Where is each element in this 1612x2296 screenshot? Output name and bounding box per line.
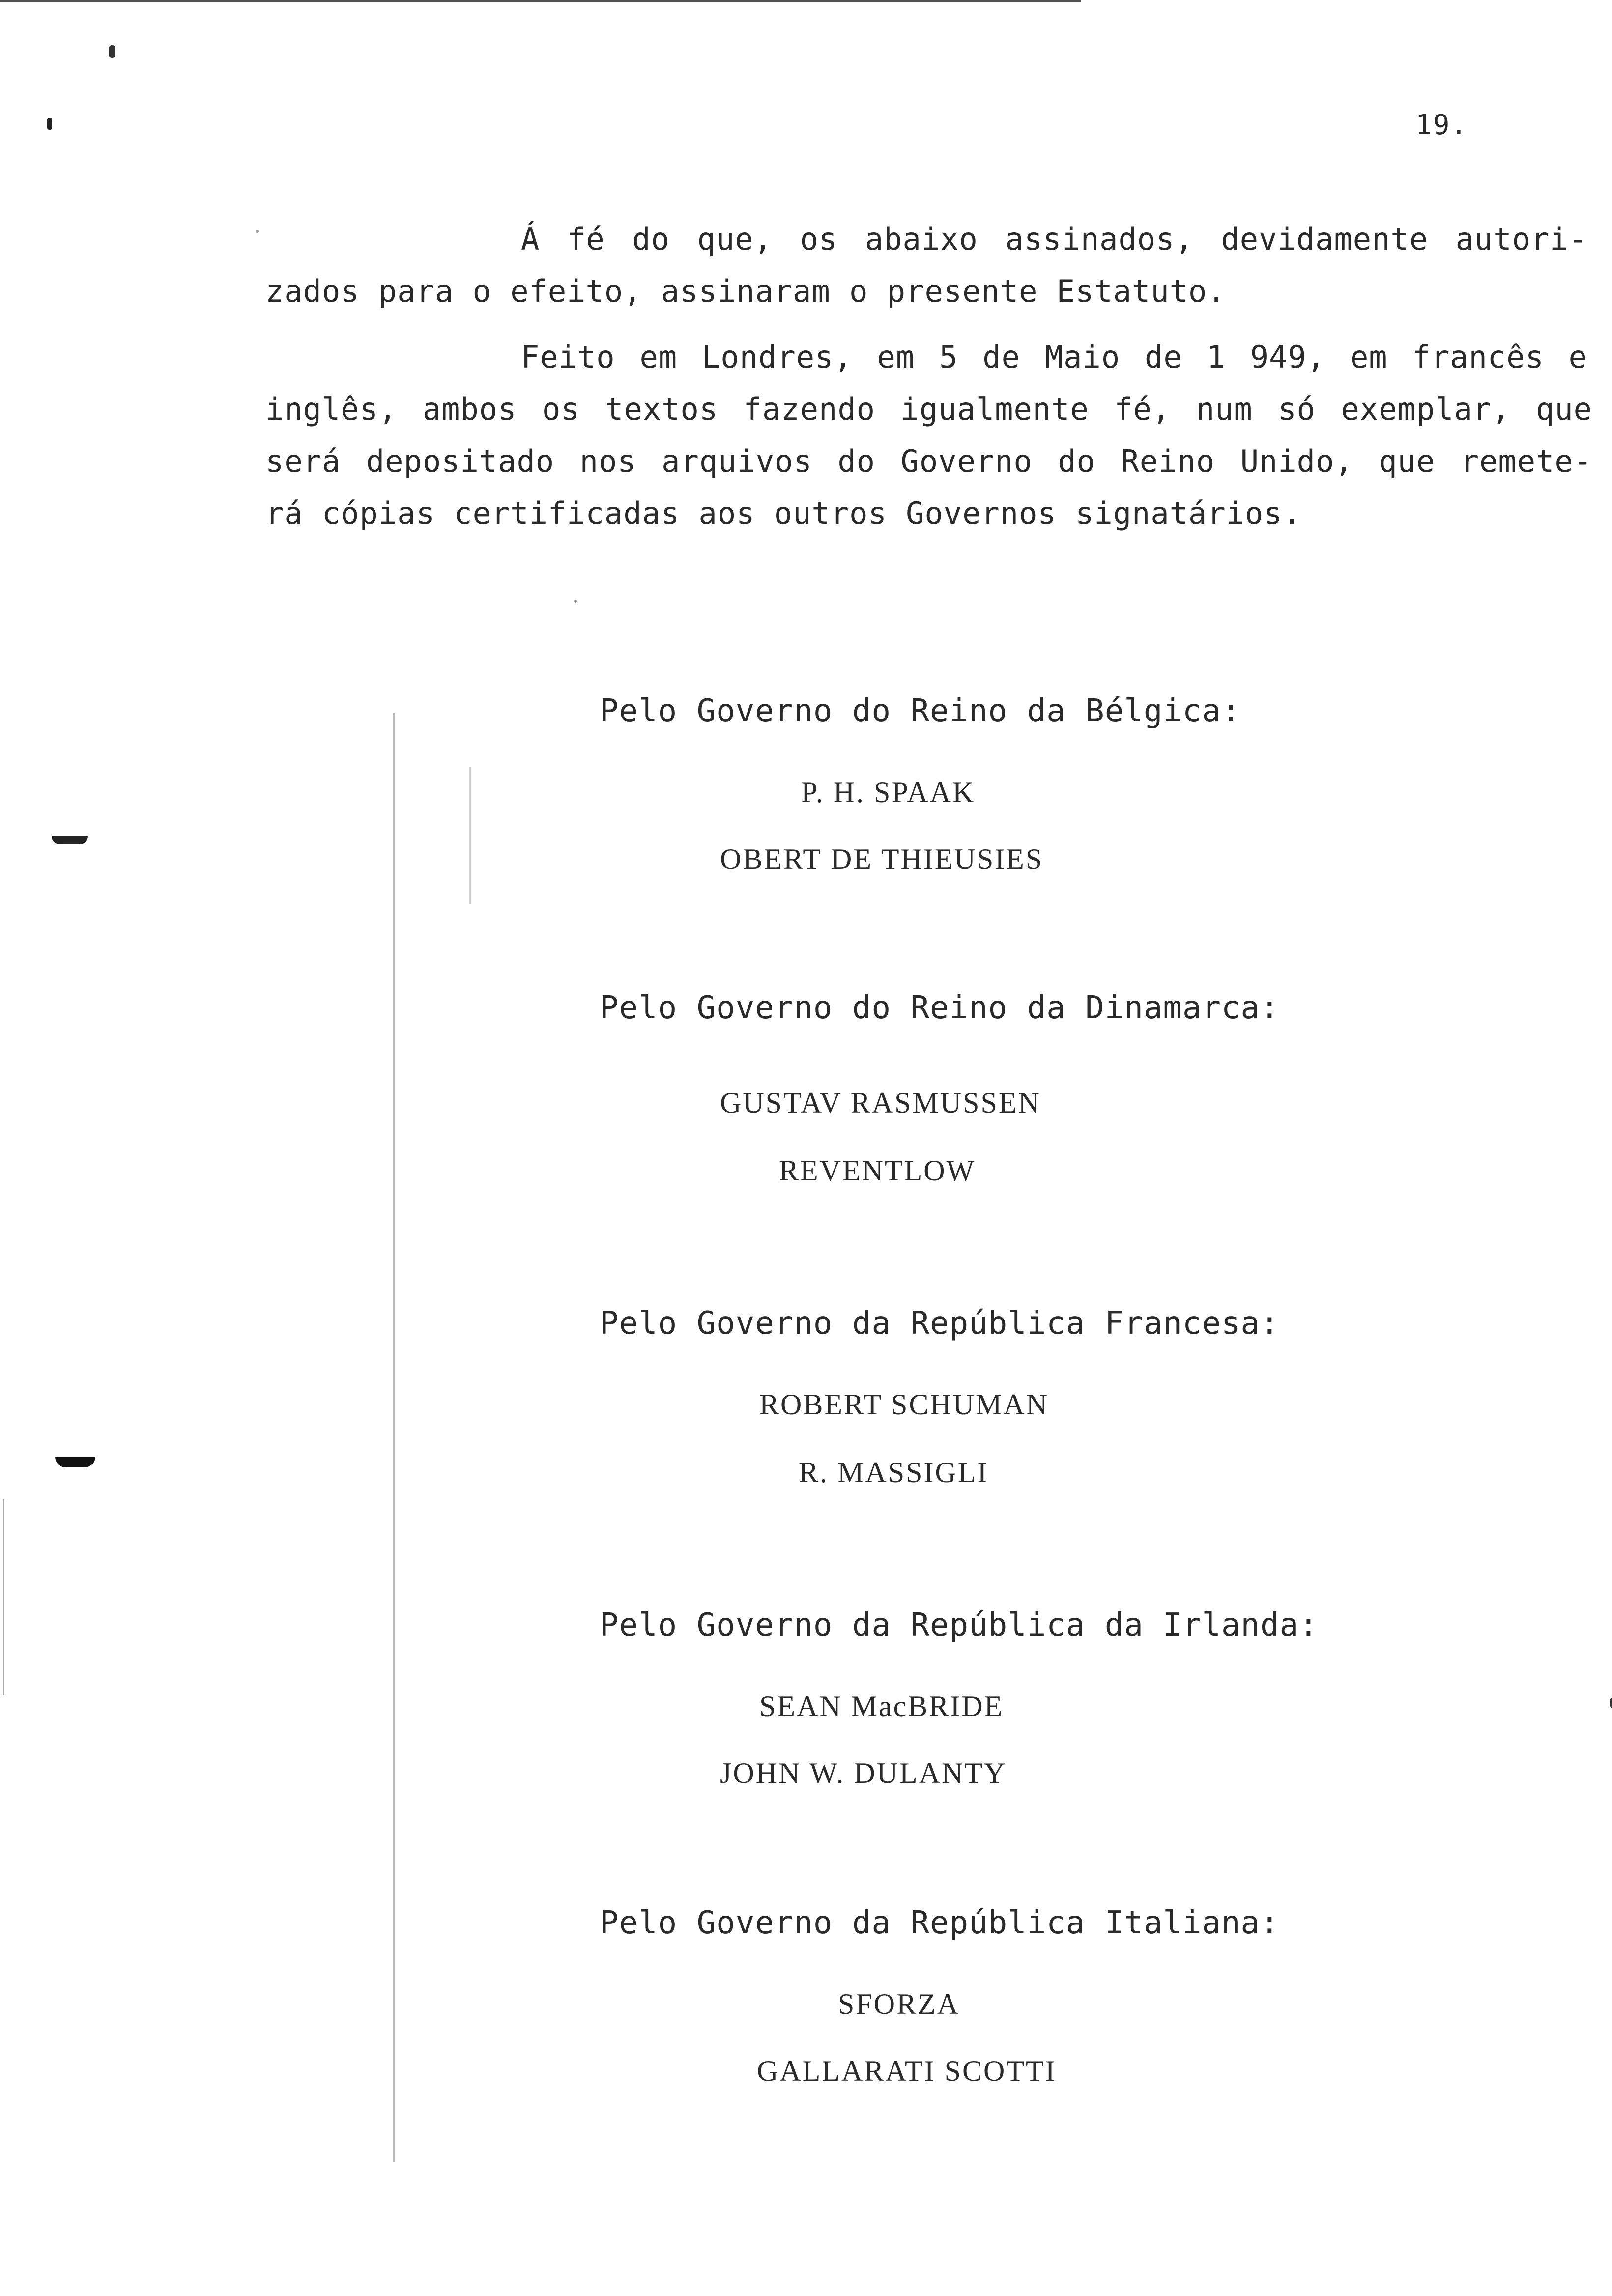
signature-name: P. H. SPAAK	[801, 776, 976, 808]
scan-speck	[256, 230, 259, 233]
signature-name: SFORZA	[838, 1988, 960, 2020]
scan-speck	[574, 600, 577, 603]
preamble-line: zados para o efeito, assinaram o presente Estatuto.	[265, 273, 1226, 309]
signature-name: R. MASSIGLI	[799, 1456, 989, 1489]
scan-speck	[109, 45, 115, 58]
scan-speck	[1610, 1698, 1612, 1708]
signature-name: OBERT DE THIEUSIES	[720, 843, 1044, 875]
signatory-heading-france: Pelo Governo da República Francesa:	[600, 1305, 1280, 1342]
closing-line: será depositado nos arquivos do Governo do Reino Unido, que remete-	[265, 443, 1592, 479]
closing-line: Feito em Londres, em 5 de Maio de 1 949, em francês e	[521, 339, 1587, 375]
signature-name: GALLARATI SCOTTI	[757, 2055, 1057, 2087]
signature-name: GUSTAV RASMUSSEN	[720, 1087, 1041, 1119]
signatory-heading-denmark: Pelo Governo do Reino da Dinamarca:	[600, 990, 1280, 1026]
scan-curve-mark	[55, 1457, 95, 1467]
signature-name: SEAN MacBRIDE	[759, 1690, 1004, 1722]
preamble-line: Á fé do que, os abaixo assinados, devidamente autori-	[521, 221, 1587, 257]
page-number: 19.	[1415, 109, 1468, 141]
closing-line: rá cópias certificadas aos outros Governos signatários.	[265, 495, 1301, 531]
signatory-heading-italy: Pelo Governo da República Italiana:	[600, 1905, 1280, 1941]
signatory-heading-belgium: Pelo Governo do Reino da Bélgica:	[600, 693, 1241, 729]
signatory-heading-ireland: Pelo Governo da República da Irlanda:	[600, 1607, 1319, 1643]
closing-line: inglês, ambos os textos fazendo igualmente fé, num só exemplar, que	[265, 391, 1592, 427]
scan-artifact-line	[469, 767, 471, 904]
signature-name: ROBERT SCHUMAN	[759, 1388, 1049, 1421]
signature-name: REVENTLOW	[779, 1154, 976, 1187]
signature-name: JOHN W. DULANTY	[720, 1757, 1007, 1789]
top-rule	[0, 0, 1081, 2]
scan-artifact-line	[3, 1499, 4, 1695]
scan-curve-mark	[52, 836, 88, 844]
scan-speck	[47, 118, 52, 130]
scan-artifact-line	[393, 713, 395, 2162]
